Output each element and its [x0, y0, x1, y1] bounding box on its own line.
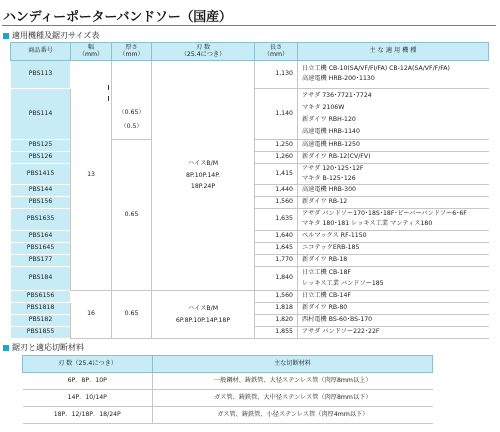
table-row — [23, 390, 433, 407]
header-machines: 主 な 適 用 機 種 — [298, 43, 489, 61]
model-number: PBS1855 — [11, 327, 71, 339]
section-title: 適用機種及鋸刃サイズ表 — [12, 31, 100, 40]
length-value: 1,260 — [255, 152, 298, 164]
machine-list: 新ダイワ RB-12(CV/FV) — [298, 152, 489, 164]
table-header-row — [23, 356, 433, 373]
applicable-models-table — [10, 42, 489, 339]
model-number: PBS1645 — [11, 243, 71, 255]
table-row — [11, 291, 489, 303]
header-teeth: 刃 数 （25.4につき） — [152, 43, 255, 61]
model-number: PBS126 — [11, 152, 71, 164]
model-number: PBS164 — [11, 231, 71, 243]
width-value: 16 — [71, 291, 112, 339]
model-number: PBS1818 — [11, 303, 71, 315]
model-number: PBS1415 — [11, 164, 71, 185]
materials-value: 一般鋼材、鋳鉄管、大径ステンレス管（肉厚8mm以上） — [153, 373, 433, 390]
machine-list: ニコテックERB-185 — [298, 243, 489, 255]
model-number: PBS125 — [11, 140, 71, 152]
model-number: PBS1635 — [11, 209, 71, 231]
model-number: PBS156 — [11, 197, 71, 209]
length-value: 1,818 — [255, 303, 298, 315]
materials-value: ガス管、鋳鉄管、小径ステンレス管（肉厚4mm以下） — [153, 407, 433, 424]
table-row — [23, 373, 433, 390]
machine-list: 高速電機 HRB-300 — [298, 185, 489, 197]
page-title: ハンディーポーターバンドソー（国産） — [3, 10, 232, 25]
teeth-value: 14P．10/14P — [23, 390, 153, 407]
machine-list: 日立工機 CB-14F — [298, 291, 489, 303]
length-value: 1,635 — [255, 209, 298, 231]
length-value: 1,140 — [255, 89, 298, 140]
thickness-value: 0.65 — [112, 140, 152, 291]
header-width: 幅 （mm） — [71, 43, 112, 61]
header-teeth: 刃 数（25.4につき） — [23, 356, 153, 373]
teeth-value: 6P．8P．10P — [23, 373, 153, 390]
machine-list: 高速電機 HRB-1250 — [298, 140, 489, 152]
square-bullet-icon — [3, 33, 9, 39]
length-value: 1,560 — [255, 197, 298, 209]
machine-list: 新ダイワ RB-12 — [298, 197, 489, 209]
thickness-values: （0.65） （0.5） — [112, 61, 152, 140]
length-value: 1,640 — [255, 231, 298, 243]
length-value: 1,840 — [255, 267, 298, 291]
machine-list: ベルマックス RF-1150 — [298, 231, 489, 243]
thickness-marker-icon — [108, 96, 109, 101]
length-value: 1,645 — [255, 243, 298, 255]
table-header-row — [11, 43, 489, 61]
length-value: 1,770 — [255, 255, 298, 267]
section-title: 鋸刃と適応切断材料 — [12, 343, 84, 352]
machine-list: 日立工機 CB-10(SA/VF/FI/FA) CB-12A(SA/VF/F/FA) 高速電機 HRB-200･1130 — [298, 61, 489, 89]
materials-value: ガス管、鋳鉄管、大中径ステンレス管（肉厚8mm以下） — [153, 390, 433, 407]
header-thickness: 厚さ （mm） — [112, 43, 152, 61]
table-row — [23, 407, 433, 424]
model-number: PBS177 — [11, 255, 71, 267]
model-number: PBS184 — [11, 267, 71, 291]
machine-list: 新ダイワ RB-80 — [298, 303, 489, 315]
length-value: 1,250 — [255, 140, 298, 152]
model-number: PBS113 — [11, 61, 71, 89]
machine-list: アサダ 736･7721･7724 マキタ 2106W 新ダイワ RBH-120 高速電機 HRB-1140 — [298, 89, 489, 140]
table-row — [11, 61, 489, 89]
length-value: 1,440 — [255, 185, 298, 197]
square-bullet-icon — [3, 345, 9, 351]
machine-list: 西村電機 BS-60･BS-170 — [298, 315, 489, 327]
header-materials: 主な切断材料 — [153, 356, 433, 373]
length-value: 1,415 — [255, 164, 298, 185]
machine-list: 新ダイワ RB-18 — [298, 255, 489, 267]
model-number: PBS144 — [11, 185, 71, 197]
machine-list: アサダ バンドソー170･18S･18F･ビーバーバンドソー6･6F マキタ 180･181 レッキス工業 マンティス180 — [298, 209, 489, 231]
machine-list: アサダ バンドソー222･22F — [298, 327, 489, 339]
teeth-value: ハイスB/M 8P.10P.14P. 18P.24P — [152, 61, 255, 291]
section-header-cutting-materials — [3, 342, 84, 353]
length-value: 1,820 — [255, 315, 298, 327]
thickness-marker-icon — [108, 85, 109, 90]
teeth-value: 18P．12/18P．18/24P — [23, 407, 153, 424]
title-divider — [2, 25, 496, 26]
section-header-applicable-models — [3, 30, 99, 41]
model-number: PBS6156 — [11, 291, 71, 303]
width-value: 13 — [71, 61, 112, 291]
teeth-value: ハイスB/M 6P.8P.10P.14P.18P — [152, 291, 255, 339]
cutting-materials-table — [22, 355, 433, 424]
header-length: 長さ （mm） — [255, 43, 298, 61]
length-value: 1,130 — [255, 61, 298, 89]
length-value: 1,855 — [255, 327, 298, 339]
machine-list: アサダ 120･125･12F マキタ B-125･126 — [298, 164, 489, 185]
machine-list: 日立工機 CB-18F レッキス工業 バンドソー185 — [298, 267, 489, 291]
header-model: 商品番号 — [11, 43, 71, 61]
length-value: 1,560 — [255, 291, 298, 303]
model-number: PBS182 — [11, 315, 71, 327]
thickness-value: 0.65 — [112, 291, 152, 339]
model-number: PBS114 — [11, 89, 71, 140]
